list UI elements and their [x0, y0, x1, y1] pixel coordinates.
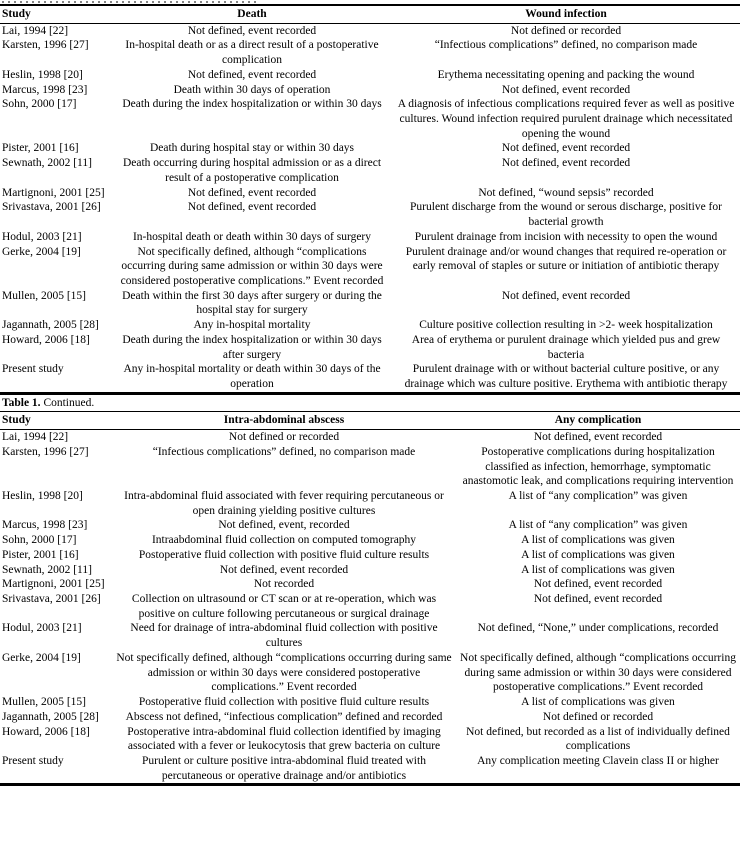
cropped-caption-remnant [2, 0, 260, 4]
table-row [0, 445, 740, 489]
table-row [0, 23, 740, 38]
definition-cell: Death within 30 days of operation [173, 83, 331, 96]
definitions-table-death-wound-infection [0, 4, 740, 395]
column-header-study: Study [0, 412, 112, 429]
table-row [0, 695, 740, 710]
table-row [0, 592, 740, 621]
table-row [0, 362, 740, 393]
column-header-study: Study [0, 5, 112, 23]
table-row [0, 333, 740, 362]
study-cell: Present study [2, 363, 64, 376]
table-row [0, 621, 740, 650]
study-cell: Jagannath, 2005 [28] [2, 710, 99, 723]
study-cell: Martignoni, 2001 [25] [2, 186, 105, 199]
definition-cell: Not defined, “wound sepsis” recorded [478, 186, 654, 199]
definition-cell: Death during the index hospitalization or within 30 days [122, 98, 382, 111]
definitions-table-abscess-any-complication [0, 412, 740, 786]
definition-cell: In-hospital death or as a direct result of a postoperative complication [125, 39, 379, 67]
definition-cell: Death occurring during hospital admission or as a direct result of a postoperative complication [122, 157, 382, 184]
table-row [0, 533, 740, 548]
column-header-any-complication: Any complication [456, 412, 740, 429]
study-cell: Howard, 2006 [18] [2, 725, 90, 738]
definition-cell: Postoperative fluid collection with positive fluid culture results [138, 696, 430, 709]
definition-cell: A list of complications was given [521, 696, 675, 709]
column-header-wound-infection: Wound infection [392, 5, 740, 23]
table-header-row [0, 412, 740, 429]
definition-cell: Death during the index hospitalization or within 30 days after surgery [122, 333, 382, 361]
study-cell: Gerke, 2004 [19] [2, 651, 81, 664]
study-cell: Martignoni, 2001 [25] [2, 578, 105, 591]
definition-cell: Purulent discharge from the wound or serous discharge, positive for bacterial growth [410, 201, 722, 229]
definition-cell: Not defined, event recorded [187, 24, 317, 37]
column-header-death: Death [112, 5, 392, 23]
table-row [0, 156, 740, 185]
study-cell: Present study [2, 754, 64, 767]
study-cell: Sohn, 2000 [17] [2, 98, 77, 111]
study-cell: Srivastava, 2001 [26] [2, 593, 101, 606]
definition-cell: Not specifically defined, although “complications occurring during same admission or within 30 days were considered postoperative complications.” Event recorded [120, 245, 384, 287]
definition-cell: Not defined, event recorded [501, 142, 631, 155]
definition-cell: Abscess not defined, “infectious complication” defined and recorded [125, 710, 443, 723]
definition-cell: Area of erythema or purulent drainage which yielded pus and grew bacteria [411, 333, 721, 361]
definition-cell: Death during hospital stay or within 30 days [149, 142, 355, 155]
definition-cell: A list of complications was given [521, 534, 675, 547]
study-cell: Jagannath, 2005 [28] [2, 319, 99, 332]
definition-cell: Not defined, event recorded [533, 593, 663, 606]
study-cell: Lai, 1994 [22] [2, 431, 69, 444]
study-cell: Karsten, 1996 [27] [2, 39, 89, 52]
definition-cell: Not defined, event recorded [219, 563, 349, 576]
definition-cell: Any in-hospital mortality or death within 30 days of the operation [123, 363, 381, 390]
study-cell: Lai, 1994 [22] [2, 24, 69, 37]
definition-cell: Need for drainage of intra-abdominal fluid collection with positive cultures [130, 622, 438, 650]
study-cell: Sohn, 2000 [17] [2, 534, 77, 547]
study-cell: Marcus, 1998 [23] [2, 83, 88, 96]
study-cell: Mullen, 2005 [15] [2, 289, 87, 302]
study-cell: Mullen, 2005 [15] [2, 696, 87, 709]
definition-cell: Collection on ultrasound or CT scan or at re-operation, which was positive on culture following percutaneous or surgical drainage [131, 593, 437, 620]
table-row [0, 200, 740, 229]
definition-cell: Purulent drainage and/or wound changes that required re-operation or early removal of staples or suture or initiation of antibiotic therapy [405, 245, 727, 273]
table-header-row [0, 5, 740, 23]
definition-cell: Not defined, event recorded [187, 186, 317, 199]
table-row [0, 38, 740, 67]
study-cell: Heslin, 1998 [20] [2, 68, 83, 81]
definition-cell: Not recorded [253, 578, 315, 591]
caption-text: Continued. [40, 396, 95, 409]
definition-cell: Any in-hospital mortality [193, 319, 311, 332]
definition-cell: A diagnosis of infectious complications required fever as well as positive cultures. Wound infection required purulent drainage which necessitated opening the wound [397, 98, 735, 140]
study-cell: Sewnath, 2002 [11] [2, 157, 92, 170]
table-row [0, 230, 740, 245]
definition-cell: Postoperative complications during hospitalization classified as infection, hemorrhage, symptomatic anastomotic leak, and complications requiring intervention [462, 445, 734, 488]
definition-cell: Death within the first 30 days after surgery or during the hospital stay for surgery [122, 289, 382, 317]
study-cell: Heslin, 1998 [20] [2, 490, 83, 502]
table-row [0, 710, 740, 725]
definition-cell: Not defined or recorded [228, 431, 340, 444]
definition-cell: Not defined, event recorded [533, 431, 663, 444]
definition-cell: Not defined, event, recorded [218, 519, 350, 532]
definition-cell: A list of “any complication” was given [508, 519, 688, 532]
study-cell: Gerke, 2004 [19] [2, 245, 81, 258]
definition-cell: Intra-abdominal fluid associated with fever requiring percutaneous or open draining yielding positive cultures [124, 490, 444, 517]
table-row [0, 489, 740, 518]
definition-cell: Erythema necessitating opening and packing the wound [437, 68, 695, 81]
definition-cell: Any complication meeting Clavein class II or higher [477, 754, 719, 767]
study-cell: Karsten, 1996 [27] [2, 445, 89, 458]
definition-cell: Purulent or culture positive intra-abdominal fluid treated with percutaneous or operative drainage and/or antibiotics [142, 754, 426, 782]
definition-cell: Postoperative fluid collection with positive fluid culture results [138, 548, 430, 561]
table-row [0, 518, 740, 533]
study-cell: Pister, 2001 [16] [2, 548, 79, 561]
column-header-intra-abdominal-abscess: Intra-abdominal abscess [112, 412, 456, 429]
definition-cell: Not defined, event recorded [533, 578, 663, 591]
study-cell: Hodul, 2003 [21] [2, 230, 82, 243]
definition-cell: Intraabdominal fluid collection on computed tomography [151, 534, 417, 547]
study-cell: Howard, 2006 [18] [2, 333, 90, 346]
table-row [0, 754, 740, 785]
table-row [0, 186, 740, 201]
table-row [0, 289, 740, 318]
study-cell: Hodul, 2003 [21] [2, 622, 82, 635]
definition-cell: Not defined, event recorded [501, 157, 631, 170]
definition-cell: “Infectious complications” defined, no comparison made [434, 39, 698, 52]
definition-cell: Not specifically defined, although “complications occurring during same admission or within 30 days were considered postoperative complications.” Event recorded [116, 651, 452, 694]
table-row [0, 245, 740, 289]
table-row [0, 548, 740, 563]
table-row [0, 97, 740, 141]
table-row [0, 83, 740, 98]
definition-cell: Not defined, event recorded [501, 289, 631, 302]
definition-cell: Purulent drainage from incision with necessity to open the wound [414, 230, 718, 243]
definition-cell: Postoperative intra-abdominal fluid collection identified by imaging associated with a fever or leukocytosis that grew bacteria on culture [127, 725, 441, 753]
table-row [0, 725, 740, 754]
table-row [0, 430, 740, 445]
definition-cell: Not defined, event recorded [187, 68, 317, 81]
definition-cell: Purulent drainage with or without bacterial culture positive, or any drainage which was culture positive. Erythema with antibiotic therapy [404, 363, 728, 390]
definition-cell: A list of complications was given [521, 548, 675, 561]
definition-cell: Not specifically defined, although “complications occurring during same admission or within 30 days were considered postoperative complications.” Event recorded [460, 651, 736, 694]
study-cell: Sewnath, 2002 [11] [2, 563, 92, 576]
definition-cell: Not defined, “None,” under complications, recorded [477, 622, 719, 635]
definition-cell: Not defined, but recorded as a list of individually defined complications [466, 725, 730, 753]
table-row [0, 141, 740, 156]
definition-cell: In-hospital death or death within 30 days of surgery [132, 230, 372, 243]
table-row [0, 651, 740, 695]
table-row [0, 68, 740, 83]
table-row [0, 577, 740, 592]
caption-label: Table 1. [2, 396, 41, 409]
table-continued-caption [0, 395, 740, 413]
table-row [0, 563, 740, 578]
definition-cell: A list of “any complication” was given [508, 490, 688, 502]
definition-cell: Culture positive collection resulting in >2- week hospitalization [419, 319, 713, 332]
study-cell: Pister, 2001 [16] [2, 142, 79, 155]
definition-cell: Not defined, event recorded [187, 201, 317, 214]
study-cell: Srivastava, 2001 [26] [2, 201, 101, 214]
definition-cell: A list of complications was given [521, 563, 675, 576]
definition-cell: “Infectious complications” defined, no comparison made [152, 445, 416, 458]
definition-cell: Not defined or recorded [510, 24, 622, 37]
table-row [0, 318, 740, 333]
definition-cell: Not defined or recorded [542, 710, 654, 723]
study-cell: Marcus, 1998 [23] [2, 519, 88, 532]
definition-cell: Not defined, event recorded [501, 83, 631, 96]
